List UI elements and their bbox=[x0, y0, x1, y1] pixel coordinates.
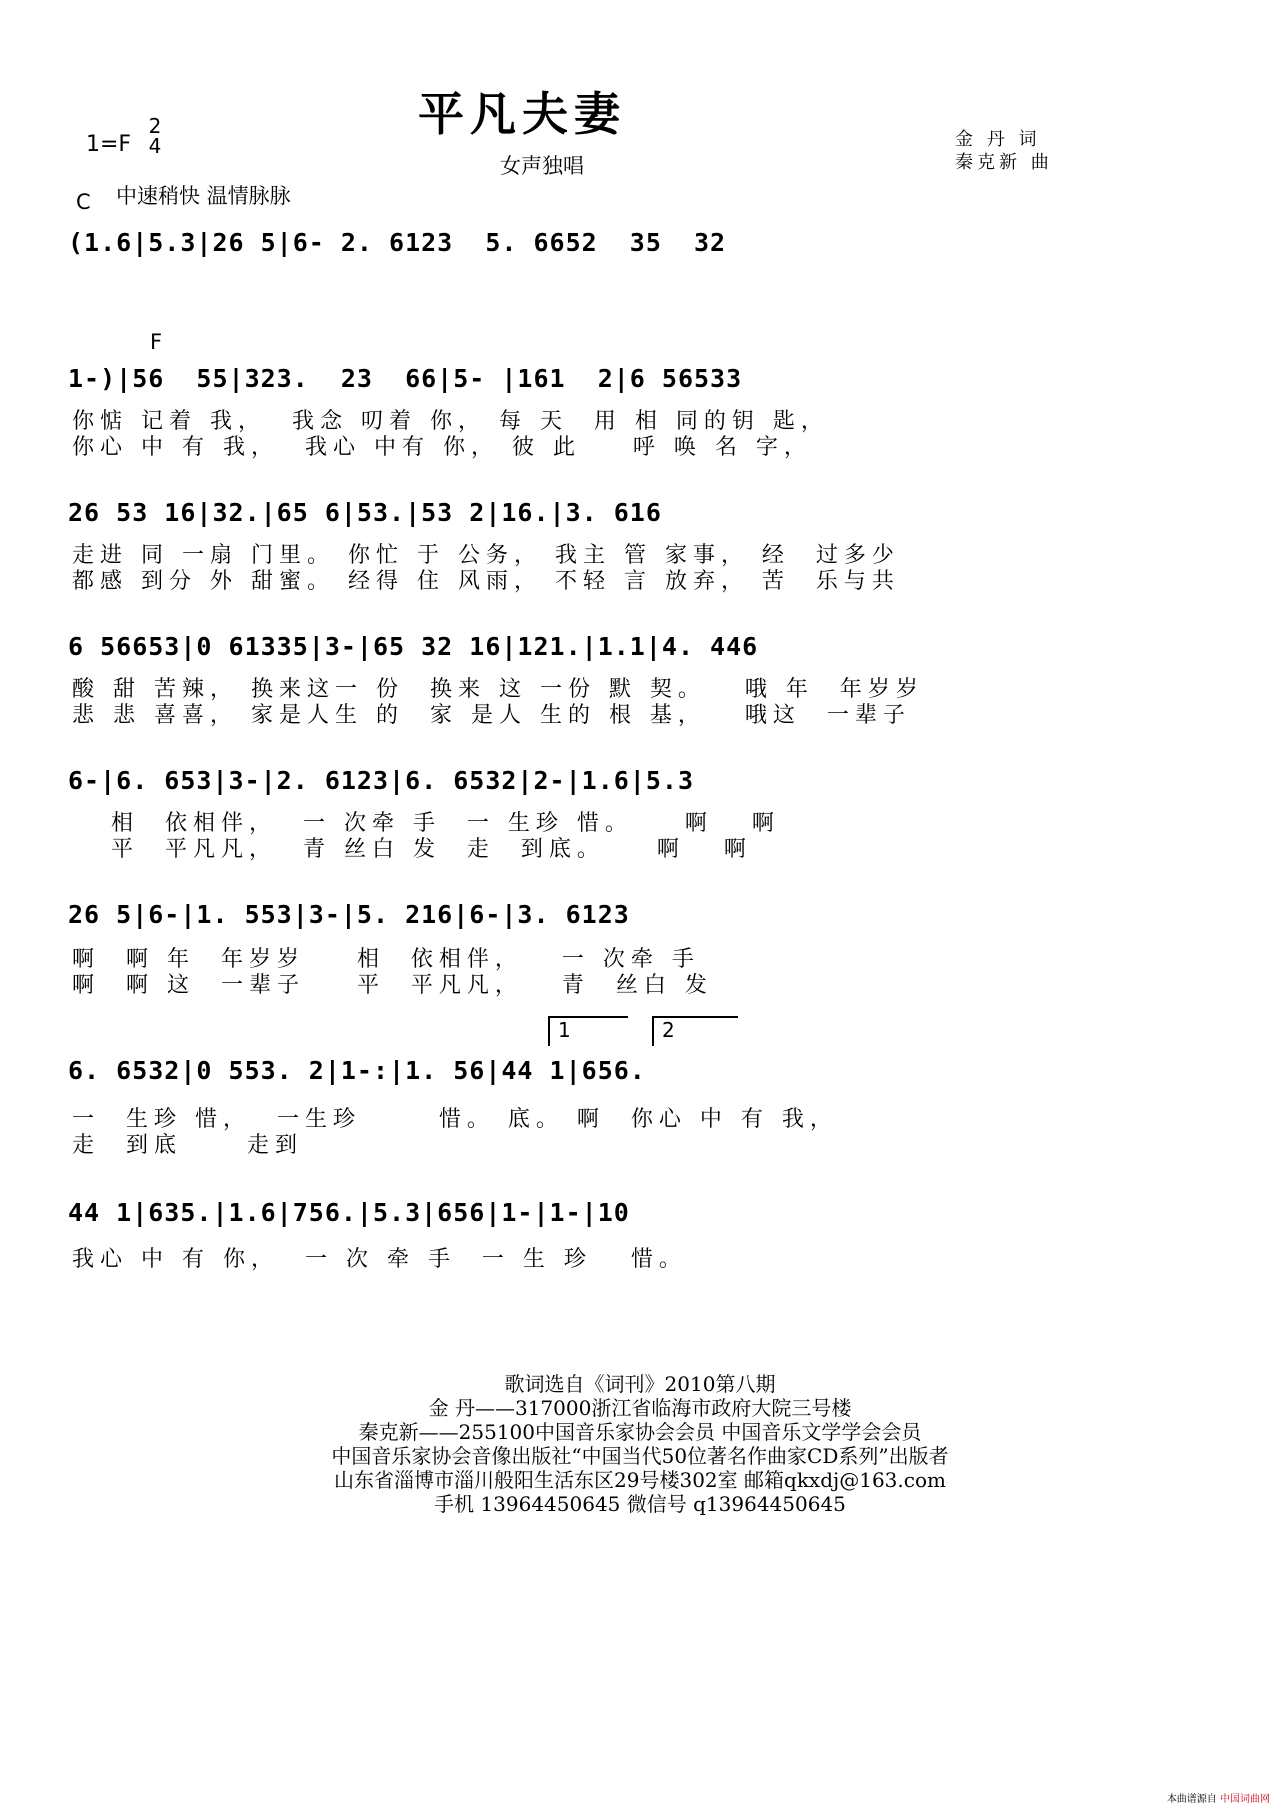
lyric-line-6-verse-1: 啊 啊 年 年岁岁 相 依相伴， 一 次牵 手 bbox=[72, 947, 700, 972]
volta-first bbox=[548, 1016, 628, 1046]
notes: 26 53 16|32.|65 6|53.|53 2|16.|3. 616 bbox=[68, 498, 662, 527]
chord-f: F bbox=[150, 330, 163, 354]
lyric-line-5-verse-1: 相 依相伴， 一 次牵 手 一 生珍 惜。 啊 啊 bbox=[72, 811, 780, 836]
volta-second bbox=[652, 1016, 738, 1046]
source-site: 中国词曲网 bbox=[1220, 1794, 1270, 1805]
source-credit bbox=[1167, 1790, 1270, 1805]
tempo-marking: 中速稍快 温情脉脉 bbox=[116, 184, 291, 208]
notation-line-6 bbox=[68, 892, 1138, 948]
lyric-line-8-verse-1: 我心 中 有 你， 一 次 牵 手 一 生 珍 惜。 bbox=[72, 1247, 687, 1272]
lyric-line-4-verse-2: 悲 悲 喜喜， 家是人生 的 家 是人 生的 根 基， 哦这 一辈子 bbox=[72, 703, 911, 728]
footer-line-3: 秦克新——255100中国音乐家协会会员 中国音乐文学学会会员 bbox=[358, 1420, 922, 1444]
notes: 6-|6. 653|3-|2. 6123|6. 6532|2-|1.6|5.3 bbox=[68, 766, 694, 795]
lyric-line-3-verse-1: 走进 同 一扇 门里。 你忙 于 公务， 我主 管 家事， 经 过多少 bbox=[72, 543, 900, 568]
lyric-line-3-verse-2: 都感 到分 外 甜蜜。 经得 住 风雨， 不轻 言 放弃， 苦 乐与共 bbox=[72, 569, 900, 594]
notation-line-8 bbox=[68, 1190, 1138, 1246]
footer-line-5: 山东省淄博市淄川般阳生活东区29号楼302室 邮箱qkxdj@163.com bbox=[334, 1468, 946, 1492]
footer-line-2: 金 丹——317000浙江省临海市政府大院三号楼 bbox=[428, 1396, 852, 1420]
notes: 1-)|56 55|323. 23 66|5- |161 2|6 56533 bbox=[68, 364, 743, 393]
song-title: 平凡夫妻 bbox=[418, 87, 626, 141]
lyric-line-2-verse-1: 你惦 记着 我， 我念 叨着 你， 每 天 用 相 同的钥 匙， bbox=[72, 409, 829, 434]
chord-c: C bbox=[76, 190, 91, 214]
time-signature-bottom: 4 bbox=[148, 134, 162, 158]
notes: 6. 6532|0 553. 2|1-:|1. 56|44 1|656. bbox=[68, 1056, 646, 1085]
volta-second-number: 2 bbox=[662, 1018, 675, 1042]
lyric-line-5-verse-2: 平 平凡凡， 青 丝白 发 走 到底。 啊 啊 bbox=[72, 837, 752, 862]
lyric-line-7-verse-2: 走 到底 走到 bbox=[72, 1133, 303, 1158]
lyric-line-6-verse-2: 啊 啊 这 一辈子 平 平凡凡， 青 丝白 发 bbox=[72, 973, 713, 998]
volta-first-number: 1 bbox=[558, 1018, 571, 1042]
composer: 秦克新 曲 bbox=[955, 152, 1053, 173]
time-signature bbox=[146, 116, 164, 156]
lyric-line-2-verse-2: 你心 中 有 我， 我心 中有 你， 彼 此 呼 唤 名 字， bbox=[72, 435, 812, 460]
credits bbox=[955, 128, 1053, 174]
lyricist: 金 丹 词 bbox=[955, 129, 1041, 150]
notes: (1.6|5.3|26 5|6- 2. 6123 5. 6652 35 32 bbox=[68, 228, 727, 257]
notation-line-7 bbox=[68, 1048, 1138, 1104]
footer-line-1: 歌词选自《词刊》2010第八期 bbox=[504, 1372, 776, 1396]
lyric-line-4-verse-1: 酸 甜 苦辣， 换来这一 份 换来 这 一份 默 契。 哦 年 年岁岁 bbox=[72, 677, 924, 702]
time-signature-top: 2 bbox=[148, 114, 162, 138]
key-signature: 1=F bbox=[86, 132, 132, 157]
notes: 44 1|635.|1.6|756.|5.3|656|1-|1-|10 bbox=[68, 1198, 630, 1227]
footer-info bbox=[0, 1372, 1280, 1516]
notes: 26 5|6-|1. 553|3-|5. 216|6-|3. 6123 bbox=[68, 900, 630, 929]
footer-line-4: 中国音乐家协会音像出版社“中国当代50位著名作曲家CD系列”出版者 bbox=[331, 1444, 949, 1468]
notation-line-1 bbox=[68, 220, 1138, 276]
notes: 6 56653|0 61335|3-|65 32 16|121.|1.1|4. 446 bbox=[68, 632, 759, 661]
song-subtitle: 女声独唱 bbox=[500, 154, 584, 178]
lyric-line-7-verse-1: 一 生珍 惜， 一生珍 惜。 底。 啊 你心 中 有 我， bbox=[72, 1107, 838, 1132]
source-prefix: 本曲谱源自 bbox=[1166, 1794, 1217, 1805]
footer-line-6: 手机 13964450645 微信号 q13964450645 bbox=[434, 1492, 846, 1516]
